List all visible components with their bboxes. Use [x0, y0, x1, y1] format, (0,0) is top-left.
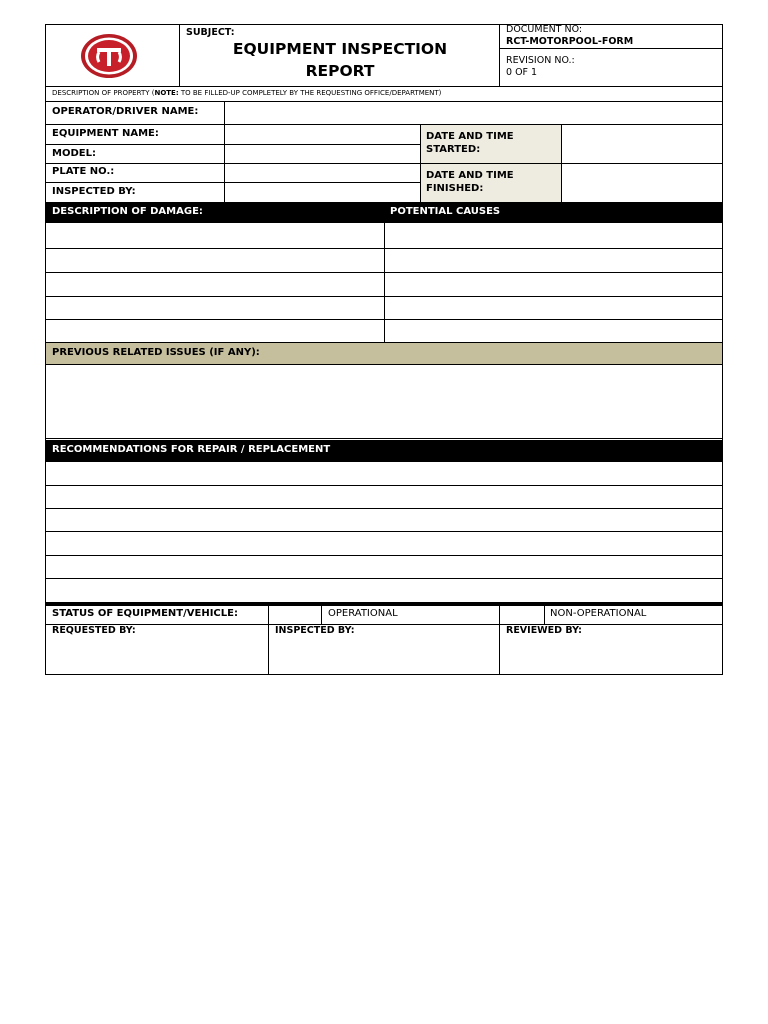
- operational-checkbox[interactable]: [269, 606, 321, 624]
- cause-row-field[interactable]: [385, 224, 722, 248]
- model-label: MODEL:: [52, 148, 96, 159]
- recommendation-row-field[interactable]: [46, 486, 722, 508]
- model-field[interactable]: [225, 145, 420, 163]
- company-logo: [78, 32, 140, 80]
- plate-no-field[interactable]: [225, 164, 420, 182]
- section-divider-thick: [45, 602, 723, 606]
- reviewed-by-label: REVIEWED BY:: [506, 625, 582, 636]
- inspected-by-signature-field[interactable]: [269, 638, 499, 674]
- description-note: DESCRIPTION OF PROPERTY (NOTE: TO BE FILLED-UP COMPLETELY BY THE REQUESTING OFFICE/DEPARTMENT): [52, 89, 442, 97]
- reviewed-by-signature-field[interactable]: [500, 638, 722, 674]
- recommendations-label: RECOMMENDATIONS FOR REPAIR / REPLACEMENT: [52, 444, 331, 455]
- title-line-2: REPORT: [305, 62, 375, 80]
- operator-field[interactable]: [225, 102, 722, 124]
- inspected-by-field[interactable]: [225, 183, 420, 202]
- damage-row-field[interactable]: [46, 273, 384, 296]
- cause-row-field[interactable]: [385, 249, 722, 272]
- previous-issues-field[interactable]: [46, 365, 722, 438]
- requested-by-signature-field[interactable]: [46, 638, 268, 674]
- damage-row-field[interactable]: [46, 297, 384, 319]
- non-operational-option-label: NON-OPERATIONAL: [550, 608, 647, 619]
- previous-issues-label: PREVIOUS RELATED ISSUES (IF ANY):: [52, 347, 260, 358]
- document-no-label: DOCUMENT NO:: [506, 24, 583, 35]
- logo-emblem-icon: [78, 32, 140, 80]
- damage-description-header: DESCRIPTION OF DAMAGE:: [52, 206, 203, 217]
- inspected-by-label: INSPECTED BY:: [52, 186, 136, 197]
- plate-no-label: PLATE NO.:: [52, 166, 115, 177]
- document-no-value: RCT-MOTORPOOL-FORM: [506, 36, 634, 47]
- status-label: STATUS OF EQUIPMENT/VEHICLE:: [52, 608, 238, 619]
- cause-row-field[interactable]: [385, 320, 722, 342]
- subject-label: SUBJECT:: [186, 27, 235, 38]
- equipment-name-label: EQUIPMENT NAME:: [52, 128, 159, 139]
- page-title: [180, 38, 500, 82]
- requested-by-label: REQUESTED BY:: [52, 625, 136, 636]
- inspected-by-signature-label: INSPECTED BY:: [275, 625, 355, 636]
- date-finished-label: DATE AND TIME FINISHED:: [426, 170, 514, 194]
- operator-label: OPERATOR/DRIVER NAME:: [52, 106, 199, 117]
- operational-option-label: OPERATIONAL: [328, 608, 398, 619]
- date-started-field[interactable]: [562, 125, 722, 163]
- damage-row-field[interactable]: [46, 249, 384, 272]
- cause-row-field[interactable]: [385, 297, 722, 319]
- equipment-name-field[interactable]: [225, 125, 420, 144]
- recommendation-row-field[interactable]: [46, 532, 722, 555]
- title-line-1: EQUIPMENT INSPECTION: [232, 40, 448, 58]
- damage-row-field[interactable]: [46, 224, 384, 248]
- recommendation-row-field[interactable]: [46, 463, 722, 485]
- revision-value: 0 OF 1: [506, 67, 538, 78]
- non-operational-checkbox[interactable]: [500, 606, 544, 624]
- damage-row-field[interactable]: [46, 320, 384, 342]
- date-started-label: DATE AND TIME STARTED:: [426, 131, 514, 155]
- revision-label: REVISION NO.:: [506, 55, 575, 66]
- potential-causes-header: POTENTIAL CAUSES: [390, 206, 501, 217]
- date-finished-field[interactable]: [562, 164, 722, 202]
- recommendation-row-field[interactable]: [46, 509, 722, 531]
- cause-row-field[interactable]: [385, 273, 722, 296]
- recommendation-row-field[interactable]: [46, 556, 722, 578]
- recommendation-row-field[interactable]: [46, 579, 722, 602]
